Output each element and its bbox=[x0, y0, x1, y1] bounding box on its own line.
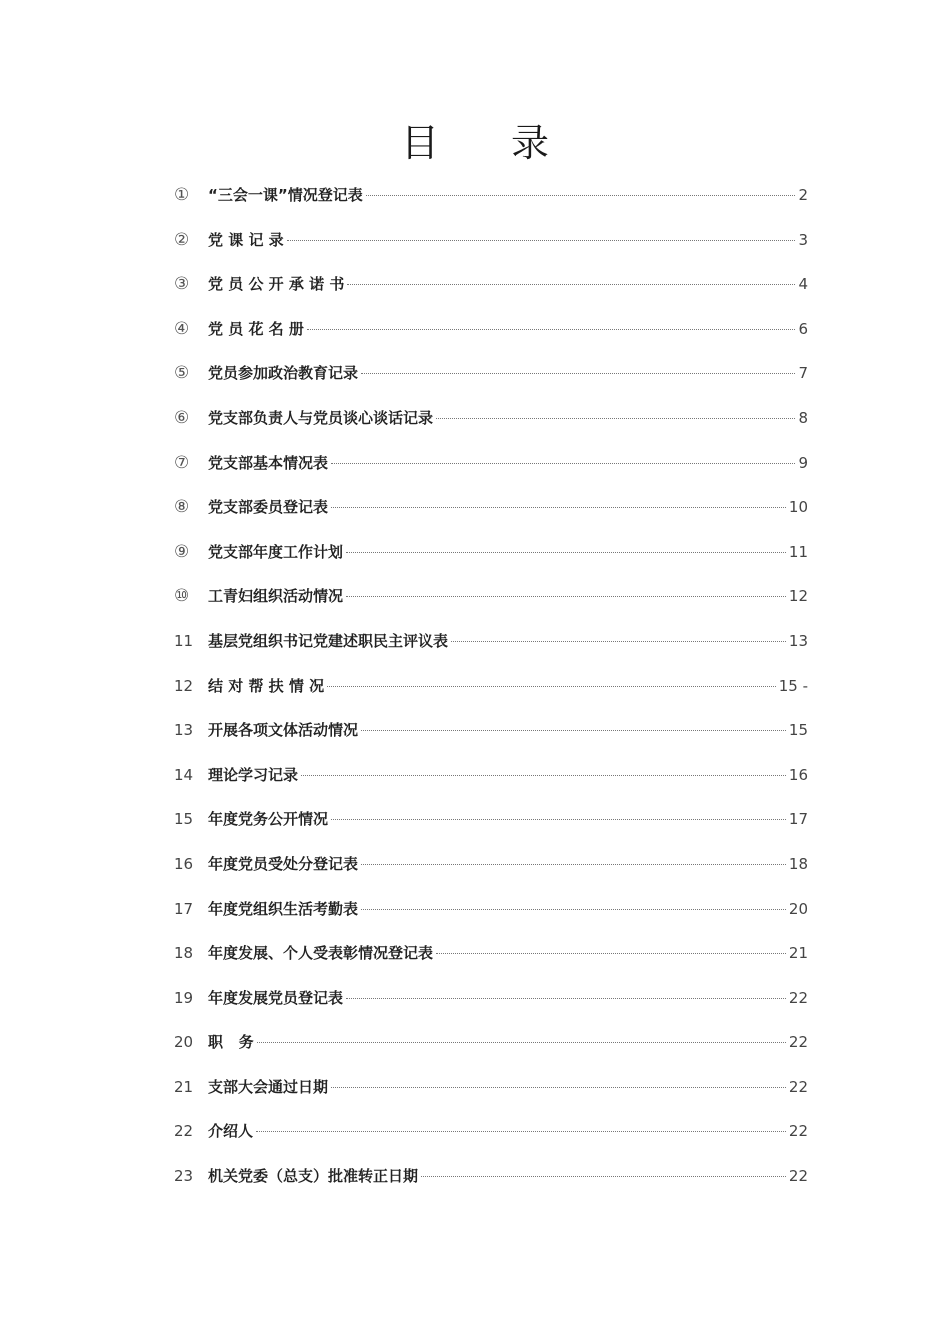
entry-number: ④ bbox=[174, 318, 190, 339]
entry-number: ② bbox=[174, 229, 190, 250]
entry-number: 16 bbox=[174, 854, 194, 873]
entry-page: 20 bbox=[788, 899, 808, 918]
toc-entry[interactable] bbox=[174, 358, 808, 403]
toc-entry[interactable] bbox=[174, 403, 808, 448]
entry-page: 22 bbox=[788, 1167, 808, 1186]
entry-number: ⑤ bbox=[174, 363, 190, 384]
entry-number: 13 bbox=[174, 721, 194, 740]
dot-leader bbox=[361, 909, 786, 910]
dot-leader bbox=[361, 864, 786, 865]
entry-number: ③ bbox=[174, 274, 190, 295]
toc-entry[interactable] bbox=[174, 760, 808, 805]
entry-page: 16 bbox=[788, 765, 808, 784]
entry-label: 结 对 帮 扶 情 况 bbox=[208, 676, 325, 695]
entry-page: 6 bbox=[798, 319, 808, 338]
entry-label: 开展各项文体活动情况 bbox=[208, 721, 359, 740]
toc-entry[interactable] bbox=[174, 894, 808, 939]
entry-page: 22 bbox=[788, 1077, 808, 1096]
entry-number: 12 bbox=[174, 676, 194, 695]
entry-page: 21 bbox=[788, 944, 808, 963]
toc-entry[interactable] bbox=[174, 1072, 808, 1117]
toc-entry[interactable] bbox=[174, 983, 808, 1028]
toc-entry[interactable] bbox=[174, 715, 808, 760]
entry-number: 23 bbox=[174, 1167, 194, 1186]
toc-entry[interactable] bbox=[174, 1116, 808, 1161]
entry-number: 15 bbox=[174, 810, 194, 829]
toc-entry[interactable] bbox=[174, 225, 808, 270]
entry-label: 年度党员受处分登记表 bbox=[208, 854, 359, 873]
entry-page: 10 bbox=[788, 498, 808, 517]
entry-number: ⑦ bbox=[174, 452, 190, 473]
dot-leader bbox=[327, 686, 776, 687]
entry-page: 22 bbox=[788, 1033, 808, 1052]
entry-label: 党 员 公 开 承 诺 书 bbox=[208, 275, 345, 294]
entry-page: 13 bbox=[788, 631, 808, 650]
toc-entry[interactable] bbox=[174, 180, 808, 225]
table-of-contents bbox=[174, 180, 808, 1206]
dot-leader bbox=[301, 775, 786, 776]
entry-page: 15 bbox=[788, 721, 808, 740]
entry-label: 介绍人 bbox=[208, 1122, 254, 1141]
toc-entry[interactable] bbox=[174, 269, 808, 314]
entry-number: 14 bbox=[174, 765, 194, 784]
entry-label: 党支部基本情况表 bbox=[208, 453, 329, 472]
entry-number: 17 bbox=[174, 899, 194, 918]
entry-number: 11 bbox=[174, 631, 194, 650]
toc-entry[interactable] bbox=[174, 448, 808, 493]
dot-leader bbox=[257, 1042, 786, 1043]
entry-label: 年度发展、个人受表彰情况登记表 bbox=[208, 944, 434, 963]
dot-leader bbox=[256, 1131, 786, 1132]
dot-leader bbox=[331, 819, 786, 820]
entry-number: 18 bbox=[174, 944, 194, 963]
entry-label: 年度党务公开情况 bbox=[208, 810, 329, 829]
dot-leader bbox=[307, 329, 796, 330]
dot-leader bbox=[451, 641, 786, 642]
entry-page: 9 bbox=[798, 453, 808, 472]
entry-page: 17 bbox=[788, 810, 808, 829]
dot-leader bbox=[331, 1087, 786, 1088]
entry-number: 20 bbox=[174, 1033, 194, 1052]
entry-number: ⑥ bbox=[174, 407, 190, 428]
entry-label: 职 务 bbox=[208, 1033, 254, 1052]
toc-entry[interactable] bbox=[174, 804, 808, 849]
entry-number: ⑩ bbox=[174, 586, 190, 607]
dot-leader bbox=[346, 552, 786, 553]
entry-label: 年度党组织生活考勤表 bbox=[208, 899, 359, 918]
dot-leader bbox=[331, 463, 795, 464]
toc-entry[interactable] bbox=[174, 492, 808, 537]
entry-page: 22 bbox=[788, 988, 808, 1007]
entry-number: 21 bbox=[174, 1077, 194, 1096]
dot-leader bbox=[331, 507, 786, 508]
entry-number: ⑧ bbox=[174, 497, 190, 518]
entry-number: ① bbox=[174, 185, 190, 205]
toc-entry[interactable] bbox=[174, 1161, 808, 1206]
toc-entry[interactable] bbox=[174, 1027, 808, 1072]
entry-label: 理论学习记录 bbox=[208, 765, 299, 784]
dot-leader bbox=[287, 240, 796, 241]
toc-entry[interactable] bbox=[174, 581, 808, 626]
entry-label: “三会一课”情况登记表 bbox=[208, 186, 363, 204]
dot-leader bbox=[436, 953, 786, 954]
toc-entry[interactable] bbox=[174, 314, 808, 359]
entry-number: ⑨ bbox=[174, 541, 190, 562]
dot-leader bbox=[361, 373, 795, 374]
toc-entry[interactable] bbox=[174, 537, 808, 582]
entry-page: 2 bbox=[798, 186, 808, 204]
entry-page: 8 bbox=[798, 408, 808, 427]
dot-leader bbox=[361, 730, 786, 731]
dot-leader bbox=[366, 195, 796, 196]
entry-page: 22 bbox=[788, 1122, 808, 1141]
entry-label: 党员参加政治教育记录 bbox=[208, 364, 359, 383]
page-title: 目 录 bbox=[400, 121, 580, 165]
dot-leader bbox=[347, 284, 795, 285]
entry-page: 3 bbox=[798, 230, 808, 249]
dot-leader bbox=[346, 998, 786, 999]
entry-label: 机关党委（总支）批准转正日期 bbox=[208, 1167, 419, 1186]
entry-page: 11 bbox=[788, 542, 808, 561]
entry-label: 党支部委员登记表 bbox=[208, 498, 329, 517]
toc-entry[interactable] bbox=[174, 938, 808, 983]
entry-label: 支部大会通过日期 bbox=[208, 1077, 329, 1096]
entry-page: 4 bbox=[798, 275, 808, 294]
dot-leader bbox=[421, 1176, 786, 1177]
entry-page: 12 bbox=[788, 587, 808, 606]
entry-label: 年度发展党员登记表 bbox=[208, 988, 344, 1007]
toc-entry[interactable] bbox=[174, 849, 808, 894]
entry-label: 党 员 花 名 册 bbox=[208, 319, 304, 338]
entry-label: 党 课 记 录 bbox=[208, 230, 284, 249]
entry-number: 22 bbox=[174, 1122, 194, 1141]
entry-page: 18 bbox=[788, 854, 808, 873]
dot-leader bbox=[346, 596, 786, 597]
entry-label: 党支部负责人与党员谈心谈话记录 bbox=[208, 408, 434, 427]
entry-label: 党支部年度工作计划 bbox=[208, 542, 344, 561]
entry-label: 工青妇组织活动情况 bbox=[208, 587, 344, 606]
toc-entry[interactable] bbox=[174, 671, 808, 716]
entry-page: 7 bbox=[798, 364, 808, 383]
entry-label: 基层党组织书记党建述职民主评议表 bbox=[208, 631, 449, 650]
dot-leader bbox=[436, 418, 795, 419]
entry-number: 19 bbox=[174, 988, 194, 1007]
toc-entry[interactable] bbox=[174, 626, 808, 671]
entry-page: 15 - bbox=[778, 676, 808, 695]
